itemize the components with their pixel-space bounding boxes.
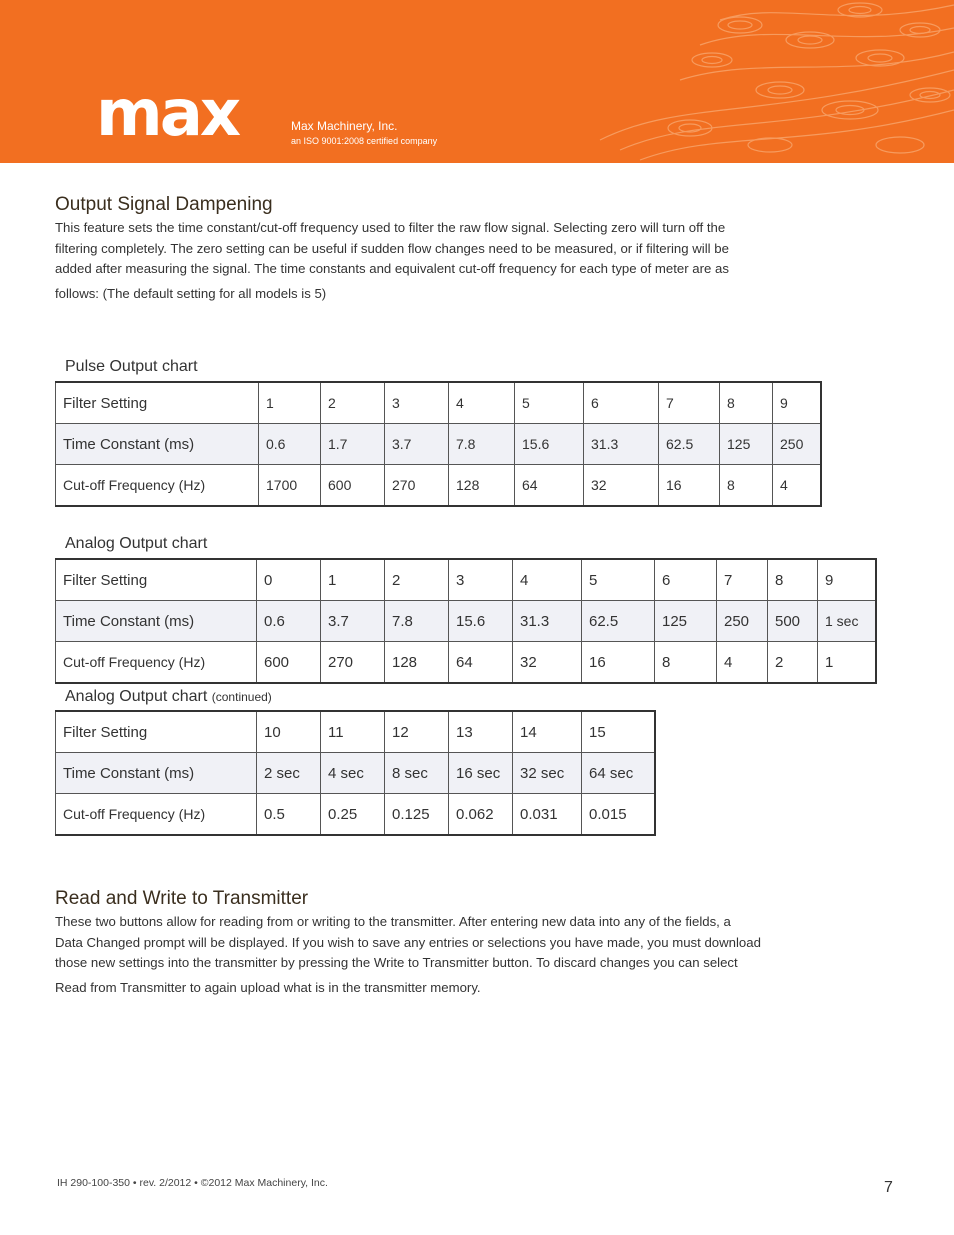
table-row	[56, 382, 821, 424]
table-cell: 6	[584, 382, 659, 424]
table-cell: 1	[259, 382, 321, 424]
table-cell: 4 sec	[321, 753, 385, 794]
paragraph-line: Read from Transmitter to again upload what is in the transmitter memory.	[55, 979, 481, 995]
pulse-chart-title: Pulse Output chart	[65, 358, 198, 375]
table-cell: 270	[321, 642, 385, 684]
section-paragraph-read-write	[55, 912, 915, 998]
analog-chart-title: Analog Output chart	[65, 535, 208, 552]
table-cell: 3	[449, 559, 513, 601]
table-row	[56, 711, 655, 753]
table-cell: 8	[720, 382, 773, 424]
table-row	[56, 794, 655, 836]
table-cell: 0.015	[582, 794, 655, 836]
chart-title-text: Analog Output chart	[65, 688, 208, 705]
table-cell: 0.25	[321, 794, 385, 836]
paragraph-line: Data Changed prompt will be displayed. If you wish to save any entries or selections you have made, you must download	[55, 934, 761, 950]
table-cell: 2	[385, 559, 449, 601]
paragraph-line: follows: (The default setting for all models is 5)	[55, 285, 327, 301]
table-cell: 0	[257, 559, 321, 601]
table-cell: 16 sec	[449, 753, 513, 794]
row-label: Cut-off Frequency (Hz)	[56, 465, 259, 507]
analog-chart-continued-title	[65, 688, 272, 706]
table-cell: 11	[321, 711, 385, 753]
row-label: Filter Setting	[56, 711, 257, 753]
row-label: Cut-off Frequency (Hz)	[56, 642, 257, 684]
paragraph-line: filtering completely. The zero setting can be useful if sudden flow changes need to be measured, or if filtering will be	[55, 240, 729, 256]
table-cell: 0.062	[449, 794, 513, 836]
table-cell: 32	[584, 465, 659, 507]
table-cell: 0.031	[513, 794, 582, 836]
table-cell: 6	[655, 559, 717, 601]
table-cell: 500	[768, 601, 818, 642]
table-cell: 32	[513, 642, 582, 684]
table-cell: 4	[717, 642, 768, 684]
table-cell: 0.125	[385, 794, 449, 836]
table-cell: 125	[720, 424, 773, 465]
table-cell: 16	[659, 465, 720, 507]
table-cell: 12	[385, 711, 449, 753]
table-cell: 14	[513, 711, 582, 753]
table-cell: 1 sec	[818, 601, 876, 642]
table-cell: 62.5	[659, 424, 720, 465]
table-cell: 250	[717, 601, 768, 642]
table-cell: 7.8	[385, 601, 449, 642]
chart-title-suffix: (continued)	[211, 690, 272, 704]
table-cell: 15.6	[515, 424, 584, 465]
table-cell: 2	[768, 642, 818, 684]
row-label: Time Constant (ms)	[56, 753, 257, 794]
table-cell: 9	[818, 559, 876, 601]
pulse-output-table	[55, 381, 822, 507]
table-cell: 0.6	[259, 424, 321, 465]
table-cell: 62.5	[582, 601, 655, 642]
company-name: Max Machinery, Inc.	[291, 119, 398, 133]
table-cell: 2 sec	[257, 753, 321, 794]
table-cell: 4	[449, 382, 515, 424]
table-cell: 125	[655, 601, 717, 642]
paragraph-line: This feature sets the time constant/cut-off frequency used to filter the raw flow signal. Selecting zero will turn off the	[55, 220, 726, 235]
analog-output-table	[55, 558, 877, 684]
paragraph-line: added after measuring the signal. The time constants and equivalent cut-off frequency for each type of meter are as	[55, 261, 729, 276]
table-row	[56, 642, 876, 684]
table-cell: 1	[321, 559, 385, 601]
table-cell: 31.3	[513, 601, 582, 642]
table-cell: 8	[655, 642, 717, 684]
table-cell: 1	[818, 642, 876, 684]
table-row	[56, 559, 876, 601]
footer-text: IH 290-100-350 • rev. 2/2012 • ©2012 Max Machinery, Inc.	[57, 1177, 328, 1189]
table-cell: 16	[582, 642, 655, 684]
table-cell: 5	[515, 382, 584, 424]
section-heading-output-signal-dampening: Output Signal Dampening	[55, 194, 273, 215]
row-label: Filter Setting	[56, 382, 259, 424]
table-row	[56, 601, 876, 642]
table-cell: 250	[773, 424, 821, 465]
table-cell: 64 sec	[582, 753, 655, 794]
table-row	[56, 465, 821, 507]
table-cell: 1.7	[321, 424, 385, 465]
table-cell: 64	[515, 465, 584, 507]
company-logo: max	[96, 77, 239, 151]
section-paragraph-dampening	[55, 218, 900, 304]
company-tagline: an ISO 9001:2008 certified company	[291, 136, 438, 146]
table-cell: 8 sec	[385, 753, 449, 794]
table-row	[56, 753, 655, 794]
table-cell: 31.3	[584, 424, 659, 465]
table-cell: 13	[449, 711, 513, 753]
page-header	[0, 0, 954, 163]
table-cell: 15	[582, 711, 655, 753]
paragraph-line: those new settings into the transmitter by pressing the Write to Transmitter button. To discard changes you can select	[55, 955, 738, 970]
table-cell: 0.6	[257, 601, 321, 642]
table-cell: 0.5	[257, 794, 321, 836]
table-cell: 8	[768, 559, 818, 601]
table-cell: 128	[449, 465, 515, 507]
table-cell: 1700	[259, 465, 321, 507]
table-cell: 7	[717, 559, 768, 601]
table-cell: 10	[257, 711, 321, 753]
table-cell: 600	[257, 642, 321, 684]
table-cell: 4	[513, 559, 582, 601]
table-row	[56, 424, 821, 465]
row-label: Time Constant (ms)	[56, 424, 259, 465]
row-label: Filter Setting	[56, 559, 257, 601]
table-cell: 600	[321, 465, 385, 507]
table-cell: 3.7	[321, 601, 385, 642]
table-cell: 64	[449, 642, 513, 684]
analog-output-continued-table	[55, 710, 656, 836]
table-cell: 270	[385, 465, 449, 507]
table-cell: 7	[659, 382, 720, 424]
page-number: 7	[884, 1179, 893, 1196]
table-cell: 32 sec	[513, 753, 582, 794]
table-cell: 3.7	[385, 424, 449, 465]
section-heading-read-write-transmitter: Read and Write to Transmitter	[55, 888, 309, 909]
table-cell: 128	[385, 642, 449, 684]
table-cell: 2	[321, 382, 385, 424]
paragraph-line: These two buttons allow for reading from or writing to the transmitter. After entering new data into any of the fields, a	[55, 914, 731, 929]
table-cell: 3	[385, 382, 449, 424]
table-cell: 9	[773, 382, 821, 424]
table-cell: 7.8	[449, 424, 515, 465]
table-cell: 8	[720, 465, 773, 507]
table-cell: 15.6	[449, 601, 513, 642]
table-cell: 4	[773, 465, 821, 507]
row-label: Time Constant (ms)	[56, 601, 257, 642]
table-cell: 5	[582, 559, 655, 601]
row-label: Cut-off Frequency (Hz)	[56, 794, 257, 836]
